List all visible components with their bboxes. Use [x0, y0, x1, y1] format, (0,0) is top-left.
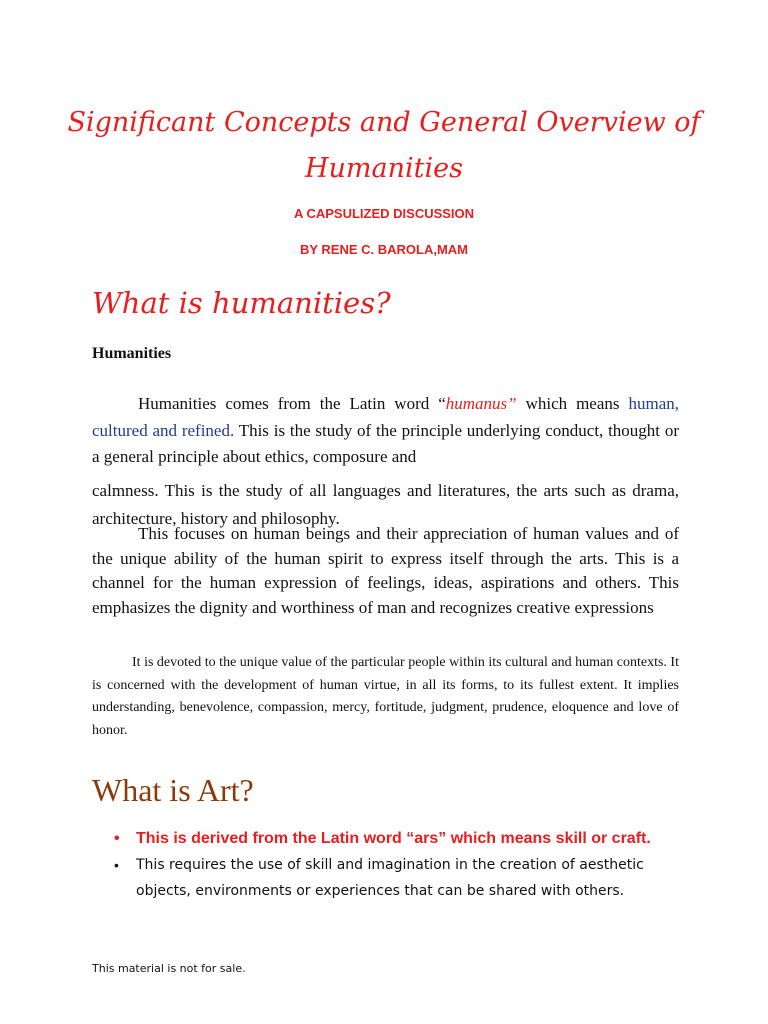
humanities-paragraph-1 — [92, 391, 679, 471]
p1-text-a: Humanities comes from the Latin word “ — [138, 394, 446, 413]
humanities-paragraph-2: calmness. This is the study of all languages and literatures, the arts such as drama, architecture, history and philosophy. — [92, 481, 679, 528]
humanities-paragraph-3: This focuses on human beings and their appreciation of human values and of the unique ability of the human spirit to express itself through the arts. This is a channel for the human expression of feelings, ideas, aspirations and others. This emphasizes the dignity and worthiness of man and recognizes creative expressions — [92, 524, 679, 617]
latin-word-humanus: humanus” — [445, 394, 517, 413]
section-heading-art: What is Art? — [92, 772, 254, 808]
document-subtitle: A CAPSULIZED DISCUSSION — [293, 206, 475, 221]
humanus-meaning: human, cultured and refined. — [92, 394, 679, 440]
humanities-label: Humanities — [92, 345, 172, 362]
humanities-paragraph-4: It is devoted to the unique value of the particular people within its cultural and human contexts. It is concerned with the development of human virtue, in all its forms, to its fullest extent. It implies understanding, benevolence, compassion, mercy, fortitude, judgment, prudence, eloquence and love of honor. — [92, 655, 679, 738]
p1-text-b: which means — [516, 394, 629, 413]
art-bullet-2: • This requires the use of skill and imagination in the creation of aesthetic objects, environments or experiences that can be shared with others. — [112, 852, 672, 904]
p1-text-c: This is the study of the principle underlying conduct, thought or a general principle about ethics, composure and — [92, 420, 679, 466]
footer-note: This material is not for sale. — [92, 962, 246, 975]
art-bullet-list — [112, 828, 672, 904]
document-author: BY RENE C. BAROLA,MAM — [299, 242, 469, 257]
art-bullet-1: • This is derived from the Latin word “ars” which means skill or craft. — [112, 828, 672, 849]
section-heading-humanities: What is humanities? — [92, 286, 391, 320]
document-title: Significant Concepts and General Overview of Humanities — [67, 107, 701, 184]
